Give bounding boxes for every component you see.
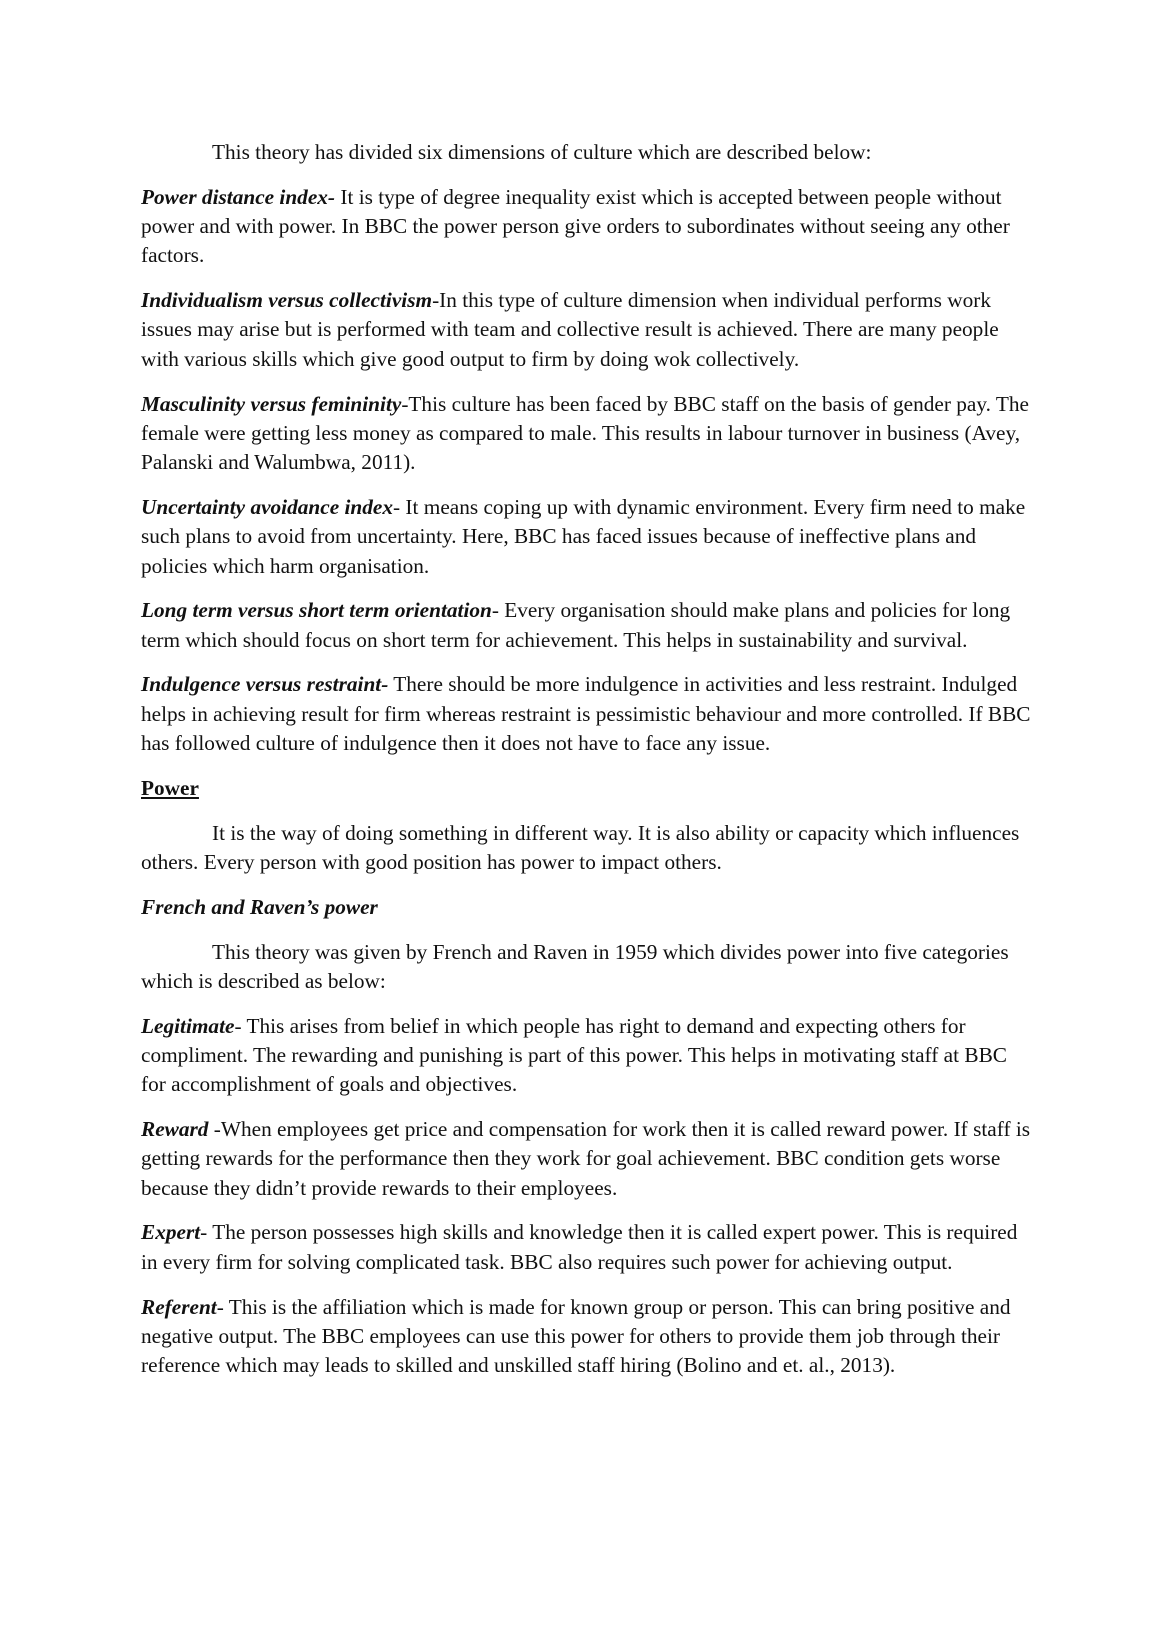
dimension-term: Long term versus short term orientation [141,598,492,623]
power-heading [141,774,1031,803]
french-raven-intro-paragraph: This theory was given by French and Raven in 1959 which divides power into five categories which is described as below: [141,939,1009,993]
power-intro-paragraph: It is the way of doing something in different way. It is also ability or capacity which influences others. Every person with good position has power to impact others. [141,820,1020,874]
power-type-text: - The person possesses high skills and knowledge then it is called expert power. This is required in every firm for solving complicated task. BBC also requires such power for achieving output. [141,1220,1018,1274]
dimension-term: Individualism versus collectivism [141,288,433,313]
power-type-referent [141,1293,1031,1381]
dimension-text: -This culture has been faced by BBC staff on the basis of gender pay. The female were getting less money as compared to male. This results in labour turnover in business (Avey, Palanski and Walumbwa, 2011). [141,391,1030,475]
culture-intro-paragraph: This theory has divided six dimensions of culture which are described below: [212,140,872,164]
subsection-heading: French and Raven’s power [141,894,378,919]
power-type-text: -When employees get price and compensation for work then it is called reward power. If staff is getting rewards for the performance then they work for goal achievement. BBC condition gets worse because they didn’t provide rewards to their employees. [141,1117,1031,1200]
culture-dimension-uncertainty-avoidance [141,493,1031,581]
dimension-text: -In this type of culture dimension when individual performs work issues may arise but is performed with team and collective result is achieved. There are many people with various skills which give good output to firm by doing wok collectively. [141,288,999,371]
document-page [141,138,1031,1396]
power-type-legitimate [141,1012,1031,1100]
power-type-text: - This is the affiliation which is made for known group or person. This can bring positive and negative output. The BBC employees can use this power for others to provide them job through their reference which may leads to skilled and unskilled staff hiring (Bolino and et. al., 2013). [141,1294,1011,1378]
culture-dimension-masculinity [141,390,1031,478]
culture-dimension-individualism [141,286,1031,374]
french-raven-heading [141,893,1031,922]
dimension-term: Masculinity versus femininity [141,391,402,416]
dimension-text: - Every organisation should make plans and policies for long term which should focus on short term for achievement. This helps in sustainability and survival. [141,598,1011,652]
dimension-term: Power distance index- [141,184,336,209]
power-type-text: - This arises from belief in which people has right to demand and expecting others for compliment. The rewarding and punishing is part of this power. This helps in motivating staff at BBC for accomplishment of goals and objectives. [141,1013,1007,1097]
culture-dimension-indulgence [141,670,1031,758]
power-type-term: Expert [141,1220,201,1245]
power-type-term: Reward [141,1117,209,1142]
culture-dimension-power-distance [141,183,1031,271]
power-type-term: Referent [141,1294,217,1319]
dimension-term: Indulgence versus restraint- [141,672,389,697]
power-type-term: Legitimate [141,1013,235,1038]
section-heading: Power [141,775,199,800]
power-type-expert [141,1218,1031,1277]
dimension-term: Uncertainty avoidance index [141,494,393,519]
dimension-text: It is type of degree inequality exist which is accepted between people without power and with power. In BBC the power person give orders to subordinates without seeing any other factors. [141,184,1010,268]
dimension-text: - It means coping up with dynamic environment. Every firm need to make such plans to avoid from uncertainty. Here, BBC has faced issues because of ineffective plans and policies which harm organisation. [141,494,1026,578]
power-type-reward [141,1115,1031,1203]
culture-dimension-long-term-orientation [141,596,1031,655]
dimension-text: There should be more indulgence in activities and less restraint. Indulged helps in achieving result for firm whereas restraint is pessimistic behaviour and more controlled. If BBC has followed culture of indulgence then it does not have to face any issue. [141,672,1031,756]
